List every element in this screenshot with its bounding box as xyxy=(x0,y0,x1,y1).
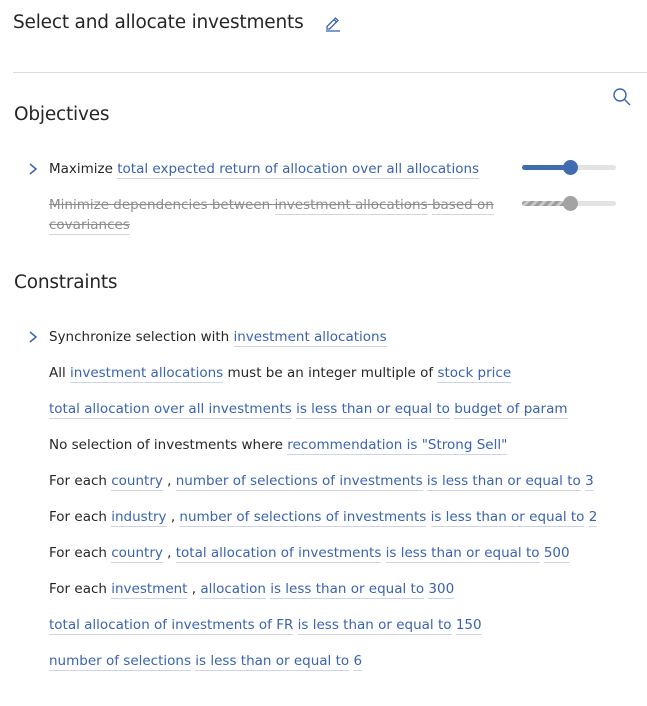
constraint-row xyxy=(49,616,482,634)
objective-text: Minimize dependencies between xyxy=(49,197,275,213)
constraint-token[interactable]: is less than or equal to xyxy=(297,617,452,633)
constraint-row xyxy=(49,328,387,346)
constraint-token[interactable]: total allocation of investments xyxy=(175,545,382,561)
expand-chevron-icon[interactable] xyxy=(27,161,39,175)
objective-token[interactable]: based on xyxy=(431,197,494,213)
objective-token[interactable]: total expected return of allocation over all allocations xyxy=(117,161,480,177)
header-divider xyxy=(13,72,647,73)
constraint-token[interactable]: investment allocations xyxy=(233,329,387,345)
constraint-text: No selection of investments where xyxy=(49,437,288,453)
objective-minimize xyxy=(49,196,494,214)
constraint-row xyxy=(49,652,362,670)
objective-weight-slider[interactable] xyxy=(522,165,616,170)
page-title: Select and allocate investments xyxy=(13,12,304,33)
constraint-text: For each xyxy=(49,509,112,525)
constraint-token[interactable]: is less than or equal to xyxy=(270,581,425,597)
constraint-text: Synchronize selection with xyxy=(49,329,234,345)
header xyxy=(13,12,342,33)
slider-handle[interactable] xyxy=(563,196,578,211)
search-icon[interactable] xyxy=(612,87,632,107)
constraint-token[interactable]: stock price xyxy=(437,365,512,381)
constraint-token[interactable]: 300 xyxy=(428,581,455,597)
objective-maximize xyxy=(49,160,479,178)
expand-chevron-icon[interactable] xyxy=(27,329,39,343)
constraint-token[interactable]: recommendation is "Strong Sell" xyxy=(287,437,508,453)
constraint-row xyxy=(49,364,511,382)
constraint-token[interactable]: is less than or equal to xyxy=(430,509,585,525)
constraint-token[interactable]: 2 xyxy=(588,509,598,525)
constraints-title: Constraints xyxy=(14,272,118,293)
constraint-text: , xyxy=(162,545,176,561)
constraint-token[interactable]: budget of param xyxy=(454,401,568,417)
constraint-token[interactable]: investment allocations xyxy=(70,365,224,381)
constraint-token[interactable]: 6 xyxy=(353,653,363,669)
constraint-token[interactable]: industry xyxy=(111,509,167,525)
constraint-token[interactable]: 150 xyxy=(455,617,482,633)
objectives-title: Objectives xyxy=(14,104,110,125)
constraint-token[interactable]: is less than or equal to xyxy=(385,545,540,561)
constraint-token[interactable]: number of selections of investments xyxy=(179,509,427,525)
objective-minimize-line2 xyxy=(49,216,130,234)
slider-handle[interactable] xyxy=(563,160,578,175)
constraint-text: For each xyxy=(49,473,112,489)
constraint-token[interactable]: is less than or equal to xyxy=(426,473,581,489)
objective-text: Maximize xyxy=(49,161,118,177)
constraint-token[interactable]: number of selections of investments xyxy=(175,473,423,489)
constraint-text: , xyxy=(162,473,176,489)
constraint-text: , xyxy=(166,509,180,525)
constraint-token[interactable]: total allocation of investments of FR xyxy=(49,617,294,633)
constraint-token[interactable]: is less than or equal to xyxy=(296,401,450,417)
constraint-row xyxy=(49,472,594,490)
constraint-row xyxy=(49,580,454,598)
objective-token[interactable]: investment allocations xyxy=(274,197,428,213)
constraint-token[interactable]: 500 xyxy=(543,545,570,561)
constraint-text: , xyxy=(187,581,201,597)
constraint-text: For each xyxy=(49,545,112,561)
constraint-row xyxy=(49,436,507,454)
pencil-icon[interactable] xyxy=(324,14,342,32)
objective-token[interactable]: covariances xyxy=(49,217,130,233)
constraint-token[interactable]: investment xyxy=(111,581,188,597)
constraint-row xyxy=(49,400,568,418)
constraint-text: For each xyxy=(49,581,112,597)
constraint-token[interactable]: total allocation over all investments xyxy=(49,401,292,417)
constraint-text: All xyxy=(49,365,71,381)
constraint-token[interactable]: is less than or equal to xyxy=(195,653,350,669)
constraint-token[interactable]: number of selections xyxy=(49,653,191,669)
constraint-text: must be an integer multiple of xyxy=(223,365,438,381)
constraint-row xyxy=(49,544,570,562)
objective-weight-slider-disabled[interactable] xyxy=(522,201,616,206)
constraint-token[interactable]: country xyxy=(111,473,163,489)
constraint-row xyxy=(49,508,597,526)
constraint-token[interactable]: allocation xyxy=(200,581,266,597)
constraint-token[interactable]: 3 xyxy=(585,473,594,489)
constraint-token[interactable]: country xyxy=(111,545,163,561)
